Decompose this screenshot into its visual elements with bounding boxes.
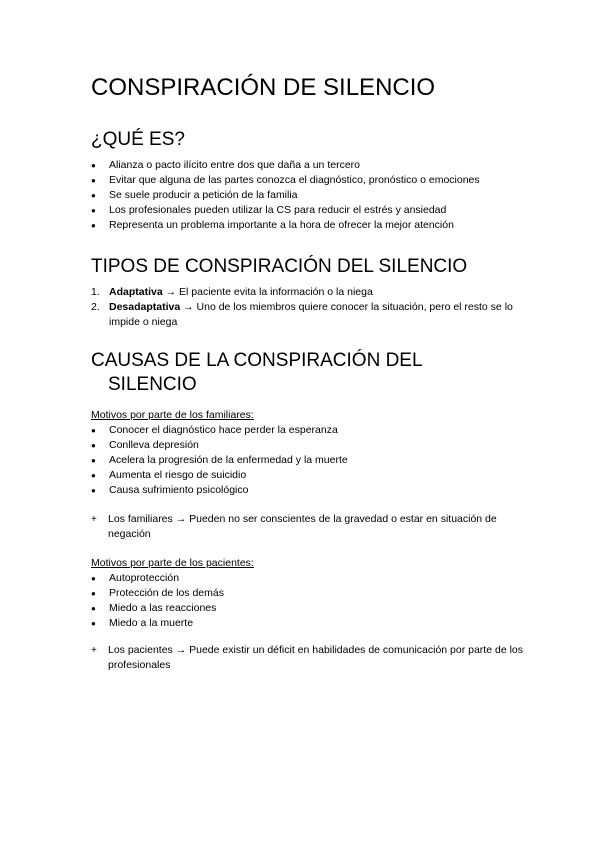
list-item: ● Miedo a la muerte <box>91 617 194 629</box>
list-item: ● Miedo a las reacciones <box>91 602 217 614</box>
bullet-icon: ● <box>91 604 96 613</box>
pacientes-list <box>91 571 531 631</box>
bullet-icon: ● <box>91 574 96 583</box>
bullet-icon: ● <box>91 191 96 200</box>
bullet-icon: ● <box>91 221 96 230</box>
list-item: ● Causa sufrimiento psicológico <box>91 484 249 496</box>
bullet-icon: ● <box>91 176 96 185</box>
term: Adaptativa <box>109 286 163 298</box>
bullet-icon: ● <box>91 161 96 170</box>
list-item: ● Conlleva depresión <box>91 439 199 451</box>
list-item: ● Alianza o pacto ilícito entre dos que daña a un tercero <box>91 159 360 171</box>
list-item: ● Aumenta el riesgo de suicidio <box>91 469 247 481</box>
plus-icon: + <box>91 645 97 656</box>
bullet-icon: ● <box>91 441 96 450</box>
bullet-icon: ● <box>91 471 96 480</box>
list-item: ● Los profesionales pueden utilizar la CS para reducir el estrés y ansiedad <box>91 204 447 216</box>
bullet-icon: ● <box>91 206 96 215</box>
list-item: ● Conocer el diagnóstico hace perder la esperanza <box>91 424 338 436</box>
familiares-label: Motivos por parte de los familiares: <box>91 409 254 421</box>
list-item: ● Acelera la progresión de la enfermedad y la muerte <box>91 454 348 466</box>
list-item: ● Representa un problema importante a la hora de ofrecer la mejor atención <box>91 219 454 231</box>
bullet-icon: ● <box>91 589 96 598</box>
section-heading-que-es: ¿QUÉ ES? <box>91 129 185 150</box>
bullet-icon: ● <box>91 619 96 628</box>
term: Desadaptativa <box>109 301 181 313</box>
bullet-icon: ● <box>91 486 96 495</box>
section-heading-causas: CAUSAS DE LA CONSPIRACIÓN DEL SILENCIO <box>91 350 423 395</box>
pacientes-label: Motivos por parte de los pacientes: <box>91 557 254 569</box>
list-item: ● Se suele producir a petición de la familia <box>91 189 298 201</box>
bullet-icon: ● <box>91 426 96 435</box>
section-heading-tipos: TIPOS DE CONSPIRACIÓN DEL SILENCIO <box>91 256 468 277</box>
familiares-list <box>91 423 531 498</box>
document-title: CONSPIRACIÓN DE SILENCIO <box>91 74 436 101</box>
plus-icon: + <box>91 514 97 525</box>
que-es-list <box>91 158 531 233</box>
list-item: 2. Desadaptativa → Uno de los miembros quiere conocer la situación, pero el resto se lo impide o niega <box>91 301 513 328</box>
familiares-note: + Los familiares → Pueden no ser conscientes de la gravedad o estar en situación de negación <box>91 513 497 540</box>
list-item: 1. Adaptativa → El paciente evita la información o la niega <box>91 286 373 298</box>
list-item: ● Autoprotección <box>91 572 180 584</box>
bullet-icon: ● <box>91 456 96 465</box>
pacientes-note: + Los pacientes → Puede existir un déficit en habilidades de comunicación por parte de los profesionales <box>91 644 524 671</box>
list-item: ● Protección de los demás <box>91 587 224 599</box>
list-item: ● Evitar que alguna de las partes conozca el diagnóstico, pronóstico o emociones <box>91 174 480 186</box>
tipos-list <box>91 285 531 330</box>
